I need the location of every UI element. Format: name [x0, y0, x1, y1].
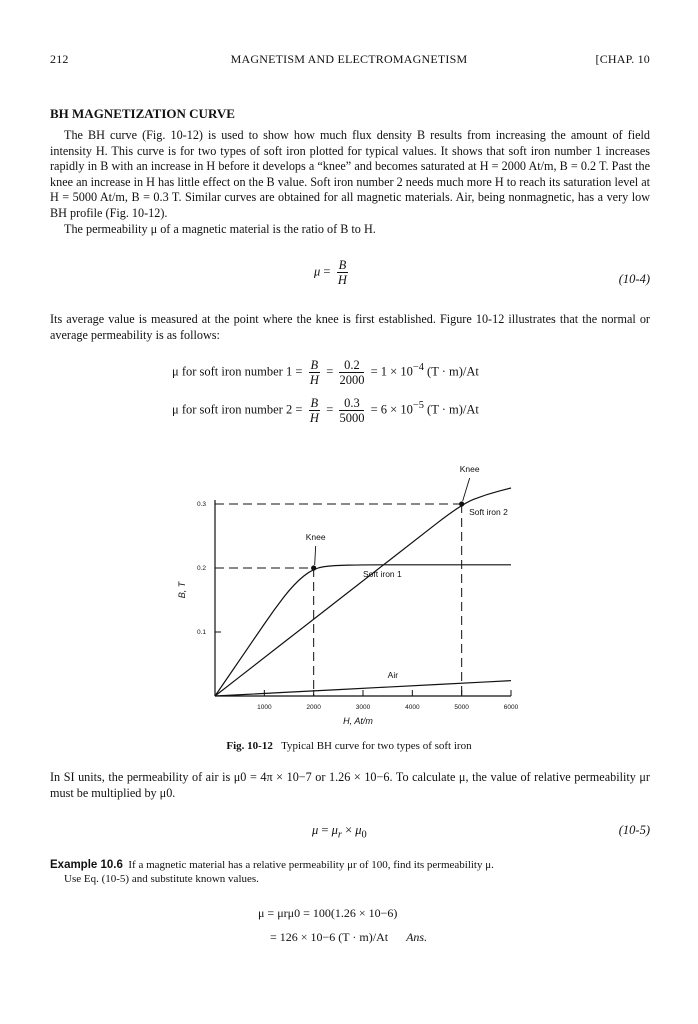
x-axis-label: H, At/m [343, 716, 373, 726]
figure-label: Fig. 10-12 [226, 740, 273, 752]
series-soft-iron-2 [215, 488, 511, 696]
example-hint: Use Eq. (10-5) and substitute known values. [64, 873, 259, 885]
chart-series [215, 478, 511, 696]
chapter-label: [CHAP. 10 [595, 52, 650, 66]
paragraph-average-value: Its average value is measured at the point where the knee is first established. Figure 10-12 illustrates that the normal or average permeability is as follows: [50, 312, 650, 342]
x-tick-label: 5000 [454, 704, 469, 711]
fraction-b-over-h: $\frac{B}{H}$ [337, 258, 347, 287]
paragraph-bh-curve: The BH curve (Fig. 10-12) is used to show how much flux density B results from increasing the amount of field intensity H. This curve is for two types of soft iron plotted for typical values. It shows that soft iron number 1 increases rapidly in B with an increase in H before it develops a “knee” and becomes saturated at H = 2000 At/m, B = 0.2 T. Past the knee an increase in H has little effect on the B value. Soft iron number 2 needs much more H to reach its saturation level at H = 5000 At/m, B = 0.3 T. Similar curves are obtained for all magnetic materials. Air, being nonmagnetic, has a very low BH profile (Fig. 10-12). [50, 128, 650, 220]
iron2-units: (T · m)/At [427, 402, 479, 417]
x-tick-label: 3000 [355, 704, 371, 711]
iron2-exp: −5 [412, 400, 424, 412]
page-number: 212 [50, 52, 69, 66]
figure-caption-text: Typical BH curve for two types of soft iron [281, 740, 472, 752]
knee-arrow [463, 478, 470, 501]
chart-axes [215, 500, 511, 696]
iron2-result: = 6 × 10 [370, 402, 413, 417]
knee-point [459, 501, 464, 506]
si-units-paragraph [50, 770, 650, 801]
series-label: Soft iron 2 [469, 506, 508, 517]
iron1-exp: −4 [412, 362, 424, 374]
iron1-units: (T · m)/At [427, 364, 479, 379]
equation-number-10-4: (10-4) [618, 272, 650, 286]
iron2-num: 0.3 [339, 396, 364, 411]
y-tick-label: 0.3 [196, 501, 206, 508]
iron1-label: μ for soft iron number 1 = [172, 364, 303, 379]
y-tick-label: 0.2 [196, 565, 206, 572]
y-axis-label: B, T [177, 581, 187, 599]
iron2-label: μ for soft iron number 2 = [172, 402, 303, 417]
knee-label: Knee [305, 532, 326, 542]
example-line-2 [270, 930, 427, 944]
paragraph-si-units: In SI units, the permeability of air is μ0 = 4π × 10−7 or 1.26 × 10−6. To calculate μ, the value of relative permeability μr must be multiplied by μ0. [50, 770, 650, 800]
example-result: = 126 × 10−6 (T · m)/At [270, 930, 389, 944]
running-title: MAGNETISM AND ELECTROMAGNETISM [230, 52, 468, 66]
knee-label: Knee [459, 464, 480, 474]
x-tick-label: 1000 [257, 704, 272, 711]
section-title: BH MAGNETIZATION CURVE [50, 106, 235, 121]
x-tick-label: 4000 [405, 704, 420, 711]
iron1-den: 2000 [339, 373, 365, 387]
iron1-num: 0.2 [339, 358, 364, 373]
x-tick-label: 6000 [503, 704, 519, 711]
chart-labels [177, 464, 519, 726]
example-block [50, 858, 650, 886]
intro-paragraph [50, 128, 650, 237]
answer-label: Ans. [406, 930, 428, 944]
equation-iron-2: μ for soft iron number 2 = $\frac{B}{H}$ = $\frac{0.3}{5000}$ = $6 \times 10^{-5}$ (T · m)/At [172, 396, 479, 425]
series-label: Air [387, 670, 399, 681]
knee-point [311, 565, 316, 570]
example-label: Example 10.6 [50, 859, 123, 871]
equation-iron-1: μ for soft iron number 1 = $\frac{B}{H}$ = $\frac{0.2}{2000}$ = $1 \times 10^{-4}$ (T · m)/At [172, 358, 479, 387]
example-text: If a magnetic material has a relative permeability μr of 100, find its permeability μ. [128, 859, 494, 871]
equation-number-10-5: (10-5) [618, 823, 650, 837]
equation-10-4: μ = $\frac{B}{H}$ [314, 258, 347, 287]
paragraph-permeability-def: The permeability μ of a magnetic material is the ratio of B to H. [64, 221, 376, 236]
figure-caption [0, 740, 698, 752]
iron1-result: = 1 × 10 [370, 364, 413, 379]
series-soft-iron-1 [215, 565, 511, 696]
bh-chart [160, 456, 540, 736]
x-tick-label: 2000 [306, 704, 321, 711]
equation-10-5: $\mu = \mu_r \times \mu_0$ [312, 823, 367, 841]
series-label: Soft iron 1 [363, 568, 402, 579]
knee-arrow [315, 546, 316, 565]
iron2-den: 5000 [339, 411, 365, 425]
y-tick-label: 0.1 [196, 629, 206, 636]
average-value-paragraph [50, 312, 650, 343]
example-line-1: μ = μrμ0 = 100(1.26 × 10−6) [258, 906, 398, 920]
